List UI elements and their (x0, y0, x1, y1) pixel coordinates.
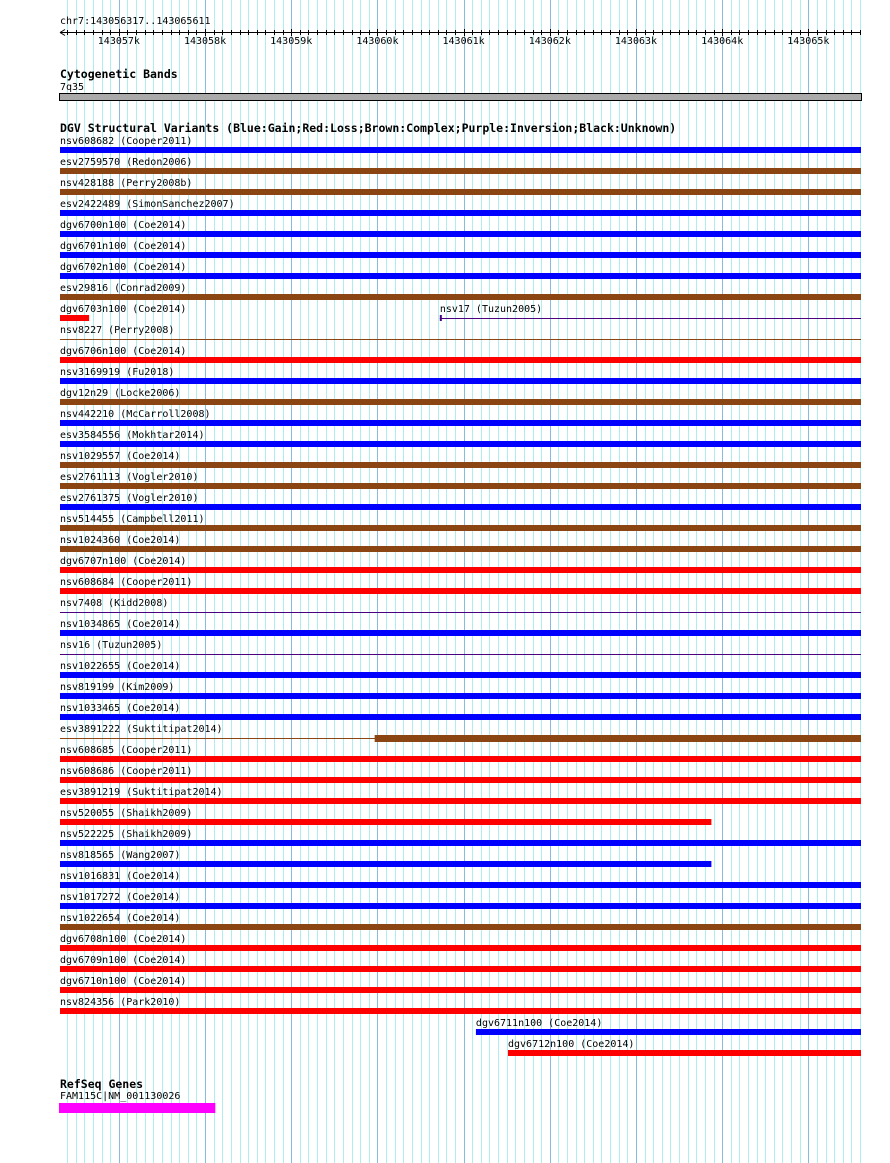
refseq-track-title: RefSeq Genes (60, 1077, 144, 1091)
sv-feature-label: dgv6703n100 (Coe2014) (60, 304, 187, 315)
ruler-tick-label: 143059k (270, 36, 313, 47)
sv-feature-bar (60, 672, 861, 678)
sv-feature-bar (476, 1029, 861, 1035)
sv-feature-bar (60, 567, 861, 573)
sv-feature-label: nsv819199 (Kim2009) (60, 682, 175, 693)
ruler-tick-label: 143065k (787, 36, 830, 47)
sv-feature-label: nsv8227 (Perry2008) (60, 325, 175, 336)
sv-feature-bar (60, 168, 861, 174)
sv-feature-label: dgv6710n100 (Coe2014) (60, 976, 187, 987)
sv-feature-bar (60, 756, 861, 762)
cytoband-label: 7q35 (60, 82, 85, 93)
sv-feature-label: dgv6701n100 (Coe2014) (60, 241, 187, 252)
sv-feature-label: dgv12n29 (Locke2006) (60, 388, 181, 399)
sv-feature-label: nsv1017272 (Coe2014) (60, 892, 181, 903)
sv-feature-bar (60, 546, 861, 552)
sv-feature-label: esv2761113 (Vogler2010) (60, 472, 199, 483)
sv-feature-label: nsv7408 (Kidd2008) (60, 598, 169, 609)
sv-feature-bar (60, 378, 861, 384)
sv-feature-label: nsv3169919 (Fu2018) (60, 367, 175, 378)
sv-feature-bar (60, 483, 861, 489)
sv-feature-label: nsv608686 (Cooper2011) (60, 766, 193, 777)
sv-feature-bar (508, 1050, 861, 1056)
sv-feature-label: esv29816 (Conrad2009) (60, 283, 187, 294)
sv-feature-bar (60, 987, 861, 993)
sv-feature-label: nsv16 (Tuzun2005) (60, 640, 163, 651)
sv-feature-label: dgv6712n100 (Coe2014) (507, 1039, 635, 1050)
ruler-tick-label: 143057k (97, 36, 140, 47)
cytoband-bar (60, 94, 862, 101)
ruler-tick-label: 143063k (614, 36, 658, 47)
sv-feature-bar (60, 294, 861, 300)
sv-feature-bar (60, 315, 89, 321)
sv-feature-label: esv2761375 (Vogler2010) (60, 493, 199, 504)
sv-feature-label: nsv1024360 (Coe2014) (60, 535, 181, 546)
sv-feature-bar (60, 189, 861, 195)
sv-feature-bar (60, 504, 861, 510)
sv-feature-bar (60, 147, 861, 153)
sv-feature-label: nsv818565 (Wang2007) (60, 850, 181, 861)
sv-feature-label: nsv1029557 (Coe2014) (60, 451, 181, 462)
sv-feature-label: esv3891219 (Suktitipat2014) (60, 787, 223, 798)
ruler-tick-label: 143064k (701, 36, 744, 47)
sv-feature-label: esv3584556 (Mokhtar2014) (60, 430, 205, 441)
sv-feature-bar (60, 441, 861, 447)
sv-feature-label: nsv17 (Tuzun2005) (439, 304, 543, 315)
sv-feature-label: dgv6708n100 (Coe2014) (60, 934, 187, 945)
sv-feature-bar (60, 525, 861, 531)
sv-feature-label: dgv6706n100 (Coe2014) (60, 346, 187, 357)
sv-feature-label: esv2759570 (Redon2006) (60, 157, 193, 168)
sv-feature-label: nsv824356 (Park2010) (60, 997, 181, 1008)
sv-feature-bar (60, 924, 861, 930)
sv-feature-bar (60, 819, 711, 825)
gene-bar (59, 1103, 215, 1113)
sv-feature-bar (60, 462, 861, 468)
sv-feature-bar (60, 357, 861, 363)
sv-feature-bar (375, 735, 861, 742)
sv-feature-bar (60, 777, 861, 783)
sv-feature-label: dgv6709n100 (Coe2014) (60, 955, 187, 966)
region-label: chr7:143056317..143065611 (60, 16, 211, 27)
sv-feature-bar (60, 252, 861, 258)
sv-feature-bar (60, 882, 861, 888)
sv-feature-bar (60, 273, 861, 279)
sv-feature-bar (60, 693, 861, 699)
sv-feature-bar (60, 966, 861, 972)
dgv-track-title: DGV Structural Variants (Blue:Gain;Red:Loss;Brown:Complex;Purple:Inversion;Black:Unknown) (60, 121, 677, 135)
sv-feature-label: nsv1034865 (Coe2014) (60, 619, 181, 630)
sv-feature-bar (60, 399, 861, 405)
sv-feature-bar (60, 798, 861, 804)
sv-feature-bar (60, 630, 861, 636)
cytoband-track-title: Cytogenetic Bands (60, 67, 178, 81)
sv-feature-label: nsv514455 (Campbell2011) (60, 514, 205, 525)
sv-feature-label: nsv442210 (McCarroll2008) (60, 409, 211, 420)
sv-feature-label: nsv608685 (Cooper2011) (60, 745, 193, 756)
sv-feature-bar (60, 1008, 861, 1014)
sv-feature-bar (60, 231, 861, 237)
sv-feature-label: dgv6700n100 (Coe2014) (60, 220, 187, 231)
sv-feature-label: nsv1033465 (Coe2014) (60, 703, 181, 714)
sv-feature-bar (60, 588, 861, 594)
sv-feature-label: esv2422489 (SimonSanchez2007) (60, 199, 235, 210)
sv-feature-label: nsv520055 (Shaikh2009) (60, 808, 193, 819)
sv-feature-label: nsv428188 (Perry2008b) (60, 178, 193, 189)
gene-label: FAM115C|NM_001130026 (60, 1091, 181, 1102)
ruler-tick-label: 143061k (442, 36, 485, 47)
sv-feature-label: dgv6702n100 (Coe2014) (60, 262, 187, 273)
sv-feature-label: nsv1022655 (Coe2014) (60, 661, 181, 672)
sv-feature-bar (60, 945, 861, 951)
sv-feature-label: nsv608684 (Cooper2011) (60, 577, 193, 588)
sv-feature-label: dgv6711n100 (Coe2014) (475, 1018, 603, 1029)
sv-feature-label: nsv608682 (Cooper2011) (60, 136, 193, 147)
sv-feature-bar (60, 840, 861, 846)
sv-feature-bar (60, 420, 861, 426)
ruler-tick-label: 143058k (183, 36, 227, 47)
sv-feature-bar (60, 714, 861, 720)
sv-feature-label: esv3891222 (Suktitipat2014) (60, 724, 223, 735)
sv-feature-label: nsv1016831 (Coe2014) (60, 871, 181, 882)
ruler-tick-label: 143062k (528, 36, 571, 47)
sv-feature-bar (60, 903, 861, 909)
sv-feature-label: dgv6707n100 (Coe2014) (60, 556, 187, 567)
sv-feature-start-tick (440, 315, 442, 321)
ruler-tick-label: 143060k (356, 36, 399, 47)
sv-feature-label: nsv522225 (Shaikh2009) (60, 829, 193, 840)
sv-feature-bar (60, 210, 861, 216)
sv-feature-label: nsv1022654 (Coe2014) (60, 913, 181, 924)
sv-feature-bar (60, 861, 711, 867)
